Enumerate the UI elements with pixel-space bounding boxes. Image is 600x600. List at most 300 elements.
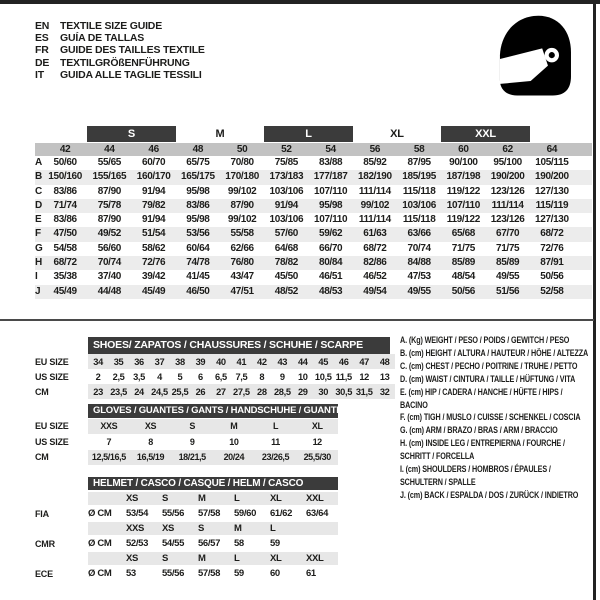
legend-item: J. (cm) BACK / ESPALDA / DOS / ZURÜCK / INDIETRO <box>400 489 579 500</box>
size-label-cell: M <box>198 553 206 564</box>
size-value-cell: 91/94 <box>274 199 299 211</box>
row-label: CM <box>35 386 49 397</box>
size-value-cell: 87/90 <box>97 185 122 197</box>
helmet-value-row <box>35 507 338 520</box>
value-cell: 24 <box>134 386 144 397</box>
size-value-cell: 47/51 <box>230 285 254 297</box>
size-value-cell: 83/86 <box>186 199 210 211</box>
row-values <box>88 419 338 434</box>
value-cell: 8 <box>148 436 153 447</box>
size-value-cell: 170/180 <box>225 171 259 183</box>
value-cell: 35 <box>113 356 124 367</box>
size-value-cell: 95/98 <box>318 199 343 211</box>
legend-item: B. (cm) HEIGHT / ALTURA / HAUTEUR / HÖHE / ALTEZZA <box>400 347 589 358</box>
size-value-cell: 78/82 <box>274 257 299 269</box>
value-cell: 10,5 <box>314 371 332 382</box>
size-value-cell: 87/95 <box>407 157 431 168</box>
size-value-cell: 68/72 <box>53 257 77 269</box>
language-title: GUÍA DE TALLAS <box>60 32 145 45</box>
table-row <box>35 450 338 465</box>
size-value-cell: 52/58 <box>540 285 564 297</box>
language-code: DE <box>35 56 50 69</box>
value-cell: 9 <box>189 436 195 447</box>
size-value-cell: 50/60 <box>53 157 77 168</box>
size-label-cell: L <box>234 553 240 564</box>
language-row <box>35 57 205 69</box>
row-letter: H <box>35 257 42 269</box>
size-value-cell: 70/80 <box>230 157 254 168</box>
value-cell: 23,5 <box>110 386 127 397</box>
row-letter: F <box>35 228 41 240</box>
value-cell: 24,5 <box>151 386 168 397</box>
size-value-cell: 62/66 <box>230 242 254 254</box>
size-group-xl: XL <box>390 128 404 140</box>
helmet-icon <box>486 10 583 106</box>
language-row <box>35 20 205 32</box>
legend-item: H. (cm) INSIDE LEG / ENTREPIERNA / FOURCHE / SCHRITT / FORCELLA <box>400 438 565 462</box>
value-cell: 59/60 <box>234 508 257 519</box>
size-value-cell: 39/42 <box>141 271 166 283</box>
row-label: US SIZE <box>35 436 69 447</box>
legend-item: I. (cm) SHOULDERS / HOMBROS / ÉPAULES / SCHULTERN / SPALLE <box>400 464 551 487</box>
size-value-cell: 103/106 <box>269 214 304 226</box>
size-column-header: 64 <box>546 144 558 155</box>
value-cell: 61 <box>306 568 316 579</box>
size-value-cell: 115/119 <box>535 199 569 211</box>
size-value-cell: 103/106 <box>269 185 304 197</box>
value-cell: 31,5 <box>355 386 373 397</box>
row-values <box>88 369 395 384</box>
size-value-cell: 87/90 <box>230 199 254 211</box>
value-cell: 28,5 <box>273 386 291 397</box>
legend-item: E. (cm) HIP / CADERA / HANCHE / HÜFTE / HIPS / BACINO <box>400 386 563 410</box>
size-value-cell: 43/47 <box>230 271 254 283</box>
size-value-cell: 115/118 <box>402 185 436 197</box>
size-value-cell: 47/53 <box>407 271 431 283</box>
row-letter: A <box>35 157 42 168</box>
size-value-cell: 119/122 <box>446 214 480 226</box>
unit-cell: Ø CM <box>88 568 112 579</box>
size-value-cell: 103/106 <box>402 199 436 211</box>
row-letter: D <box>35 199 42 211</box>
row-letter: B <box>35 171 42 183</box>
size-value-cell: 87/90 <box>97 214 122 226</box>
value-cell: 54/55 <box>162 538 185 549</box>
size-value-cell: 150/160 <box>48 171 82 183</box>
language-code: FR <box>35 44 49 57</box>
size-value-cell: 54/58 <box>53 242 77 254</box>
size-value-cell: 47/50 <box>53 228 77 240</box>
size-value-cell: 50/56 <box>451 285 476 297</box>
value-cell: 25,5/30 <box>303 452 331 462</box>
size-value-cell: 65/68 <box>451 228 476 240</box>
size-value-cell: 45/49 <box>53 285 77 297</box>
size-value-cell: 119/122 <box>446 185 480 197</box>
value-cell: 25,5 <box>171 386 189 397</box>
row-values <box>88 507 338 520</box>
value-cell: 5 <box>177 371 183 382</box>
value-cell: 12,5/16,5 <box>91 452 126 462</box>
textile-size-table <box>35 126 592 299</box>
size-value-cell: 155/165 <box>92 171 127 183</box>
size-value-cell: 49/55 <box>407 285 431 297</box>
size-group-xxl: XXL <box>441 126 530 142</box>
value-cell: 57/58 <box>198 568 221 579</box>
table-row <box>35 256 592 270</box>
size-value-cell: 71/75 <box>495 242 520 254</box>
size-value-cell: 45/49 <box>141 285 166 297</box>
value-cell: 48 <box>379 356 390 367</box>
value-cell: 63/64 <box>306 508 329 519</box>
size-value-cell: 111/114 <box>358 214 391 226</box>
size-value-cell: 85/92 <box>363 157 387 168</box>
size-value-cell: 190/200 <box>535 171 569 183</box>
size-label-cell: XS <box>126 493 138 504</box>
helmet-value-row <box>35 537 338 550</box>
value-cell: 10 <box>229 436 239 447</box>
table-row <box>35 419 338 434</box>
row-values <box>88 567 338 580</box>
language-title: GUIDE DES TAILLES TEXTILE <box>60 44 205 57</box>
row-label: EU SIZE <box>35 356 69 367</box>
size-value-cell: 83/86 <box>53 185 77 197</box>
value-cell: 39 <box>195 356 206 367</box>
value-cell: S <box>189 421 195 431</box>
legend-item: F. (cm) TIGH / MUSLO / CUISSE / SCHENKEL / COSCIA <box>400 412 581 423</box>
size-label-cell: XL <box>270 493 282 504</box>
value-cell: 57/58 <box>198 508 221 519</box>
row-values <box>88 354 395 369</box>
size-value-cell: 65/75 <box>186 157 210 168</box>
value-cell: L <box>272 421 279 431</box>
value-cell: 58 <box>234 538 244 549</box>
size-value-cell: 57/60 <box>274 228 299 240</box>
value-cell: XS <box>144 421 157 431</box>
size-value-cell: 35/38 <box>53 271 77 283</box>
value-cell: 28 <box>257 386 267 397</box>
value-cell: 55/56 <box>162 508 185 519</box>
size-value-cell: 68/72 <box>363 242 387 254</box>
size-value-cell: 71/74 <box>53 199 77 211</box>
row-values <box>88 384 395 399</box>
size-group-s: S <box>87 126 176 142</box>
row-letter: E <box>35 214 42 226</box>
certification-label: FIA <box>35 508 49 519</box>
size-value-cell: 95/98 <box>186 214 210 226</box>
size-column-header: 48 <box>192 144 204 155</box>
row-label: CM <box>35 452 49 462</box>
size-value-cell: 49/54 <box>363 285 387 297</box>
size-value-cell: 66/70 <box>318 242 343 254</box>
size-value-cell: 68/72 <box>540 228 564 240</box>
size-table-body <box>35 156 592 299</box>
size-value-cell: 48/52 <box>274 285 299 297</box>
value-cell: 34 <box>93 356 103 367</box>
row-values <box>88 450 338 465</box>
value-cell: 4 <box>157 371 162 382</box>
shoes-table-rows <box>35 354 395 399</box>
size-value-cell: 41/45 <box>186 271 210 283</box>
table-row <box>35 156 592 170</box>
size-column-header: 62 <box>502 144 513 155</box>
size-value-cell: 127/130 <box>535 185 569 197</box>
size-value-cell: 60/64 <box>186 242 210 254</box>
size-label-cell: M <box>198 493 206 504</box>
size-label-cell: XS <box>126 553 138 564</box>
row-values <box>88 552 338 565</box>
size-value-cell: 70/74 <box>407 242 431 254</box>
size-group-row <box>35 126 592 143</box>
row-letter: C <box>35 185 42 197</box>
size-column-header: 54 <box>325 144 336 155</box>
size-value-cell: 173/183 <box>269 171 304 183</box>
value-cell: 53/54 <box>126 508 149 519</box>
table-row <box>35 369 395 384</box>
gloves-table-rows <box>35 419 338 465</box>
row-letter: J <box>35 285 41 297</box>
size-value-cell: 83/86 <box>53 214 77 226</box>
value-cell: 30,5 <box>335 386 353 397</box>
value-cell: 11 <box>271 436 280 447</box>
size-value-cell: 84/88 <box>407 257 431 269</box>
size-value-cell: 79/82 <box>141 199 166 211</box>
legend-item: G. (cm) ARM / BRAZO / BRAS / ARM / BRACCIO <box>400 425 558 436</box>
table-row <box>35 242 592 256</box>
row-letter: G <box>35 242 43 254</box>
value-cell: 43 <box>277 356 288 367</box>
size-label-cell: XL <box>270 553 282 564</box>
size-column-header: 60 <box>458 144 469 155</box>
size-value-cell: 107/110 <box>314 185 348 197</box>
value-cell: 47 <box>359 356 370 367</box>
size-value-cell: 49/55 <box>495 271 520 283</box>
value-cell: 45 <box>318 356 329 367</box>
value-cell: 29 <box>297 386 308 397</box>
language-code: ES <box>35 32 49 45</box>
size-value-cell: 160/170 <box>136 171 171 183</box>
table-row <box>35 213 592 227</box>
helmet-value-row <box>35 567 338 580</box>
size-label-cell: S <box>162 493 168 504</box>
size-value-cell: 72/76 <box>141 257 166 269</box>
row-values <box>88 522 338 535</box>
row-letter: I <box>35 271 38 283</box>
size-value-cell: 53/56 <box>186 228 210 240</box>
value-cell: M <box>230 421 238 431</box>
size-value-cell: 45/50 <box>274 271 299 283</box>
row-values <box>88 537 338 550</box>
table-row <box>35 384 395 399</box>
size-value-cell: 61/63 <box>363 228 387 240</box>
size-value-cell: 74/78 <box>186 257 210 269</box>
size-value-cell: 60/70 <box>141 157 166 168</box>
size-column-header: 44 <box>104 144 115 155</box>
table-row <box>35 185 592 199</box>
size-label-cell: S <box>198 523 204 534</box>
size-value-cell: 99/102 <box>360 199 390 211</box>
value-cell: 59 <box>270 538 280 549</box>
size-value-cell: 182/190 <box>358 171 392 183</box>
size-value-cell: 59/62 <box>318 228 343 240</box>
row-label: US SIZE <box>35 371 69 382</box>
size-column-header: 56 <box>369 144 381 155</box>
size-value-cell: 123/126 <box>490 185 525 197</box>
size-value-cell: 46/51 <box>318 271 343 283</box>
row-label: EU SIZE <box>35 421 69 431</box>
size-value-cell: 55/65 <box>97 157 122 168</box>
value-cell: 27,5 <box>233 386 250 397</box>
size-value-cell: 91/94 <box>141 185 166 197</box>
value-cell: XL <box>311 421 323 431</box>
table-row <box>35 227 592 241</box>
language-row <box>35 44 205 56</box>
size-value-cell: 85/89 <box>495 257 520 269</box>
legend-item: C. (cm) CHEST / PECHO / POITRINE / TRUHE / PETTO <box>400 360 578 371</box>
value-cell: 37 <box>154 356 165 367</box>
table-row <box>35 270 592 284</box>
value-cell: 23 <box>93 386 103 397</box>
language-title: TEXTILGRÖßENFÜHRUNG <box>60 56 190 69</box>
size-value-cell: 75/85 <box>274 157 299 168</box>
size-label-cell: XXL <box>306 553 324 564</box>
language-code: EN <box>35 20 50 32</box>
helmet-table-title: HELMET / CASCO / CASQUE / HELM / CASCO <box>88 477 338 490</box>
value-cell: 26 <box>195 386 206 397</box>
table-row <box>35 170 592 184</box>
size-value-cell: 75/78 <box>97 199 122 211</box>
size-value-cell: 48/54 <box>451 271 476 283</box>
size-value-cell: 127/130 <box>535 214 569 226</box>
size-column-header: 42 <box>59 144 71 155</box>
value-cell: 11,5 <box>335 371 352 382</box>
size-value-cell: 71/75 <box>451 242 476 254</box>
size-value-cell: 95/100 <box>493 157 522 168</box>
size-value-cell: 99/102 <box>227 185 257 197</box>
size-group-l: L <box>264 126 353 142</box>
value-cell: 8 <box>259 371 265 382</box>
value-cell: 18/21,5 <box>178 452 206 462</box>
size-value-cell: 177/187 <box>313 171 348 183</box>
size-value-cell: 50/56 <box>540 271 564 283</box>
value-cell: 3,5 <box>133 371 145 382</box>
size-value-cell: 67/70 <box>495 228 520 240</box>
value-cell: XXS <box>100 421 118 431</box>
value-cell: 12 <box>312 436 322 447</box>
size-value-cell: 63/66 <box>407 228 431 240</box>
size-label-cell: XXL <box>306 493 324 504</box>
top-border <box>0 0 600 4</box>
row-values <box>88 492 338 505</box>
language-row <box>35 32 205 44</box>
size-value-cell: 91/94 <box>141 214 166 226</box>
size-value-cell: 56/60 <box>97 242 122 254</box>
table-row <box>35 285 592 299</box>
size-group-m: M <box>215 128 225 140</box>
size-column-header: 46 <box>148 144 159 155</box>
size-value-cell: 64/68 <box>274 242 299 254</box>
table-row <box>35 199 592 213</box>
size-value-cell: 187/198 <box>446 171 481 183</box>
size-value-cell: 85/89 <box>451 257 476 269</box>
value-cell: 41 <box>236 356 247 367</box>
shoes-table-title: SHOES/ ZAPATOS / CHAUSSURES / SCHUHE / SCARPE <box>88 337 390 354</box>
size-value-cell: 46/52 <box>363 271 387 283</box>
right-border <box>593 0 596 600</box>
size-value-cell: 70/74 <box>97 257 122 269</box>
value-cell: 10 <box>297 371 308 382</box>
shoes-table <box>35 337 395 399</box>
value-cell: 38 <box>175 356 185 367</box>
value-cell: 32 <box>379 386 390 397</box>
value-cell: 16,5/19 <box>136 452 165 462</box>
size-value-cell: 55/58 <box>230 228 254 240</box>
gloves-table <box>35 404 338 465</box>
size-value-cell: 80/84 <box>318 257 343 269</box>
value-cell: 7 <box>106 436 112 447</box>
value-cell: 27 <box>216 386 226 397</box>
legend-item: D. (cm) WAIST / CINTURA / TAILLE / HÜFTUNG / VITA <box>400 373 576 384</box>
size-value-cell: 123/126 <box>490 214 525 226</box>
value-cell: 6 <box>198 371 203 382</box>
size-value-cell: 76/80 <box>230 257 254 269</box>
size-value-cell: 165/175 <box>181 171 215 183</box>
helmet-size-row <box>35 522 338 535</box>
size-value-cell: 105/115 <box>535 157 569 168</box>
size-value-cell: 37/40 <box>97 271 122 283</box>
size-value-cell: 72/76 <box>540 242 564 254</box>
table-row <box>35 434 338 449</box>
size-column-header: 58 <box>413 144 425 155</box>
size-value-cell: 115/118 <box>402 214 436 226</box>
size-value-cell: 51/56 <box>495 285 520 297</box>
value-cell: 12 <box>359 371 370 382</box>
legend-item: A. (Kg) WEIGHT / PESO / POIDS / GEWITCH / PESO <box>400 335 570 345</box>
language-code: IT <box>35 68 44 81</box>
value-cell: 42 <box>257 356 267 367</box>
language-title: GUIDA ALLE TAGLIE TESSILI <box>60 68 202 81</box>
size-value-cell: 58/62 <box>141 242 166 254</box>
value-cell: 36 <box>134 356 144 367</box>
size-column-headers <box>35 143 592 156</box>
helmet-table <box>35 477 338 580</box>
size-value-cell: 82/86 <box>363 257 387 269</box>
size-value-cell: 44/48 <box>97 285 122 297</box>
size-label-cell: XS <box>162 523 174 534</box>
size-label-cell: S <box>162 553 168 564</box>
value-cell: 46 <box>338 356 349 367</box>
size-value-cell: 51/54 <box>141 228 166 240</box>
value-cell: 44 <box>297 356 308 367</box>
size-value-cell: 107/110 <box>446 199 480 211</box>
unit-cell: Ø CM <box>88 508 112 519</box>
certification-label: ECE <box>35 568 53 579</box>
helmet-size-row <box>35 552 338 565</box>
row-values <box>88 434 338 449</box>
size-value-cell: 107/110 <box>314 214 348 226</box>
value-cell: 6,5 <box>214 371 227 382</box>
value-cell: 23/26,5 <box>261 452 290 462</box>
unit-cell: Ø CM <box>88 538 112 549</box>
corner-cell <box>35 143 43 156</box>
size-value-cell: 99/102 <box>227 214 257 226</box>
table-row <box>35 354 395 369</box>
value-cell: 2 <box>95 371 101 382</box>
size-value-cell: 190/200 <box>490 171 525 183</box>
value-cell: 2,5 <box>112 371 125 382</box>
language-title: TEXTILE SIZE GUIDE <box>60 20 162 32</box>
value-cell: 30 <box>318 386 329 397</box>
size-label-cell: XXS <box>126 523 144 534</box>
